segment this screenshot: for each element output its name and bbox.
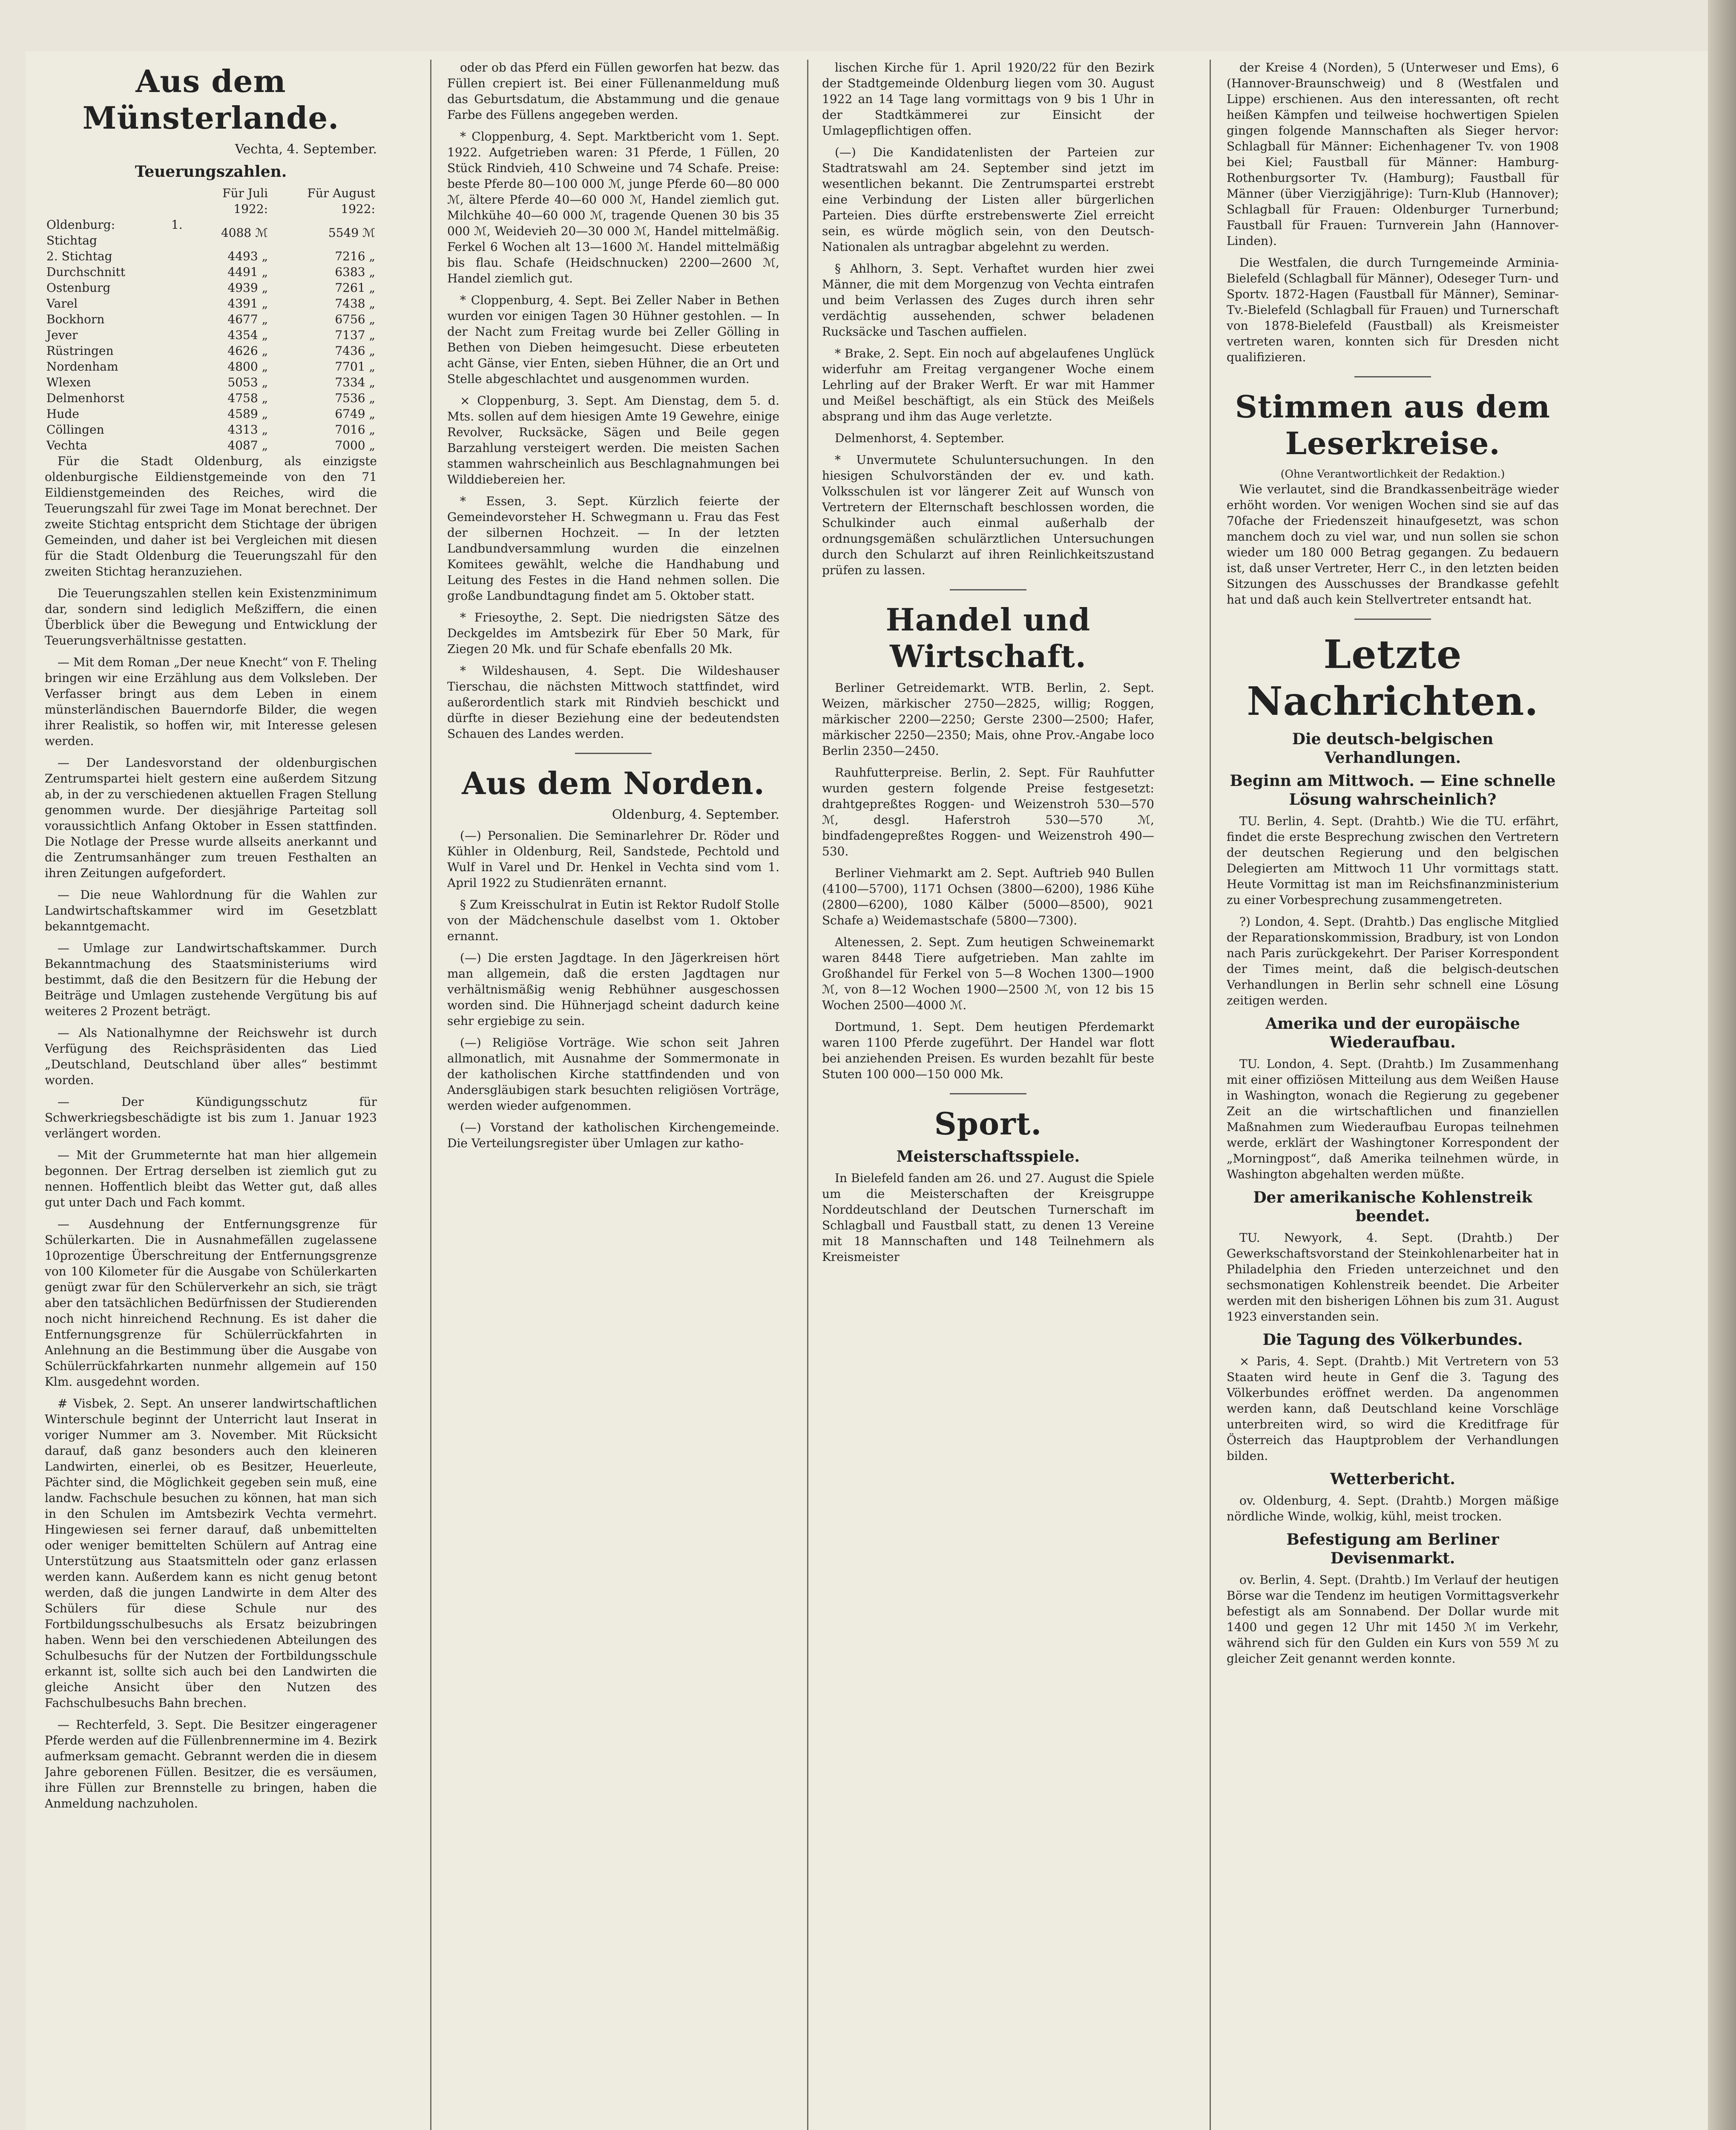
table-cell: Vechta: [46, 438, 87, 452]
table-row: [45, 343, 377, 359]
article-paragraph: Rauhfutterpreise. Berlin, 2. Sept. Für Rauhfutter wurden gestern folgende Preise festgesetzt: drahtgepreßtes Roggen- und Weizenstroh 530—570 ℳ, desgl. Haferstroh 530—570 ℳ, bindfadengepreßtes Roggen- und Weizenstroh 490—530.: [822, 766, 1154, 858]
subheading: Der amerikanische Kohlenstreik beendet.: [1253, 1189, 1532, 1225]
subheading: Amerika und der europäische Wiederaufbau.: [1265, 1015, 1520, 1051]
subheading: Meisterschaftsspiele.: [896, 1148, 1080, 1166]
section-heading-leserkreise: Stimmen aus dem Leserkreise.: [1235, 389, 1551, 461]
article-paragraph: × Cloppenburg, 3. Sept. Am Dienstag, dem 5. d. Mts. sollen auf dem hiesigen Amte 19 Gewehre, einige Revolver, Rucksäcke, Sägen und Beile gegen Barzahlung versteigert werden. Die meisten Sachen stammen wahrscheinlich aus Beschlagnahmungen bei Wilddiebereien her.: [447, 394, 779, 486]
article-paragraph: × Paris, 4. Sept. (Drahtb.) Mit Vertretern von 53 Staaten wird heute in Genf die 3. Tagung des Völkerbundes eröffnet werden. Da angenommen werden kann, daß Deutschland keine Vorschläge unterbreiten wird, so wird die Kreditfrage für Österreich das Hauptproblem der Verhandlungen bilden.: [1227, 1354, 1559, 1463]
table-header: [45, 185, 184, 217]
table-cell: Hude: [46, 407, 79, 421]
table-cell: Cöllingen: [46, 423, 104, 437]
subheading: Befestigung am Berliner Devisenmarkt.: [1286, 1531, 1499, 1567]
table-cell: Rüstringen: [46, 344, 114, 358]
article-paragraph: * Unvermutete Schuluntersuchungen. In den hiesigen Schulvorständen der ev. und kath. Volksschulen ist vor längerer Zeit auf Wunsch von Vertretern der Elternschaft beschlossen worden, die Schulkinder auch einmal außerhalb der ordnungsgemäßen schulärztlichen Untersuchungen durch den Schularzt auf ihren Reinlichkeitszustand prüfen zu lassen.: [822, 453, 1154, 577]
table-cell: 7261 „: [335, 281, 375, 295]
article-paragraph: Dortmund, 1. Sept. Dem heutigen Pferdemarkt waren 1100 Pferde zugeführt. Der Handel war flott bei anziehenden Preisen. Es wurden bezahlt für beste Stuten 100 000—150 000 Mk.: [822, 1020, 1154, 1081]
page-fold-shadow: [1708, 0, 1736, 2130]
article-paragraph: lischen Kirche für 1. April 1920/22 für den Bezirk der Stadtgemeinde Oldenburg liegen vom 30. August 1922 an 14 Tage lang vormittags von 9 bis 1 Uhr in der Stadtkämmerei zur Einsicht der Umlagepflichtigen offen.: [822, 60, 1154, 138]
divider: [950, 1093, 1026, 1094]
article-paragraph: * Cloppenburg, 4. Sept. Marktbericht vom 1. Sept. 1922. Aufgetrieben waren: 31 Pferde, 1 Füllen, 20 Stück Rindvieh, 410 Schweine und 74 Schafe. Preise: beste Pferde 80—100 000 ℳ, junge Pferde 60—80 000 ℳ, ältere Pferde 40—60 000 ℳ, Handel ziemlich gut. Milchkühe 40—60 000 ℳ, tragende Quenen 30 bis 35 000 ℳ, Weidevieh 20—30 000 ℳ, Handel mittelmäßig. Ferkel 6 Wochen alt 13—1600 ℳ. Handel mittelmäßig bis flau. Schafe (Heidschnucken) 2200—2600 ℳ, Handel ziemlich gut.: [447, 130, 779, 285]
table-cell: 7334 „: [335, 375, 375, 389]
table-cell: 4758 „: [227, 391, 268, 405]
article-paragraph: * Brake, 2. Sept. Ein noch auf abgelaufenes Unglück widerfuhr am Freitag vergangener Woche einem Lehrling auf der Braker Werft. Er war mit Hammer und Meißel beschäftigt, als ein Stück des Meißels absprang und ihm das Auge verletzte.: [822, 346, 1154, 423]
article-paragraph: (—) Die ersten Jagdtage. In den Jägerkreisen hört man allgemein, daß die ersten Jagdtagen nur verhältnismäßig wenig Rebhühner ausgeschossen worden sind. Die Hühnerjagd scheint dadurch keine sehr ergiebige zu sein.: [447, 951, 779, 1028]
table-cell: 4088 ℳ: [221, 225, 268, 240]
divider: [950, 589, 1026, 590]
article-paragraph: § Ahlhorn, 3. Sept. Verhaftet wurden hier zwei Männer, die mit dem Morgenzug von Vechta eintrafen und beim Verlassen des Zuges durch ihren sehr verdächtig aussehenden, schwer beladenen Rucksäcke und Taschen auffielen.: [822, 262, 1154, 339]
table-cell: 4087 „: [227, 438, 268, 452]
table-cell: Bockhorn: [46, 312, 105, 326]
teuerung-table: [45, 185, 377, 453]
table-row: [45, 217, 377, 248]
article-paragraph: — Als Nationalhymne der Reichswehr ist durch Verfügung des Reichspräsidenten das Lied „Deutschland, Deutschland über alles“ bestimmt worden.: [45, 1026, 377, 1087]
section-heading-sport: Sport.: [934, 1105, 1042, 1142]
article-paragraph: Wie verlautet, sind die Brandkassenbeiträge wieder erhöht worden. Vor wenigen Wochen sind sie auf das 70fache der Friedenszeit hinaufgesetzt, was schon manchem doch zu viel war, und nun sollen sie schon wieder um 180 000 Betrag gegangen. Zu bedauern ist, daß unser Vertreter, Herr C., in den letzten beiden Sitzungen des Ausschusses der Brandkasse gefehlt hat und daß auch kein Stellvertreter entsandt hat.: [1227, 482, 1559, 607]
table-row: [45, 296, 377, 311]
table-row: [45, 311, 377, 327]
table-cell: 4493 „: [227, 249, 268, 263]
article-paragraph: Die Westfalen, die durch Turngemeinde Arminia-Bielefeld (Schlagball für Männer), Odeseger Turn- und Sportv. 1872-Hagen (Faustball für Männer), Seminar-Tv.-Bielefeld (Schlagball für Frauen) und Turnerschaft von 1878-Bielefeld (Faustball) als Kreismeister vertreten waren, konnten sich für Dresden nicht qualifizieren.: [1227, 256, 1559, 364]
table-cell: Jever: [46, 328, 78, 342]
article-paragraph: * Essen, 3. Sept. Kürzlich feierte der Gemeindevorsteher H. Schwegmann u. Frau das Fest der silbernen Hochzeit. — In der letzten Landbundversammlung wurden die einzelnen Komitees gewählt, welche die Handhabung und Leitung des Festes in die Hand nehmen sollen. Die große Landbundtagung findet am 5. Oktober statt.: [447, 494, 779, 603]
table-cell: 4800 „: [227, 360, 268, 374]
table-row: [45, 359, 377, 374]
table-cell: 6383 „: [335, 265, 375, 279]
article-paragraph: * Wildeshausen, 4. Sept. Die Wildeshauser Tierschau, die nächsten Mittwoch stattfindet, wird außerordentlich stark mit Rindvieh beschickt und dürfte in dieser Beziehung eine der bedeutendsten Schauen des Landes werden.: [447, 664, 779, 741]
article-paragraph: Für die Stadt Oldenburg, als einzigste oldenburgische Eildienstgemeinde von den 71 Eildienstgemeinden des Reiches, wird die Teuerungszahl für zwei Tage im Monat berechnet. Der zweite Stichtag entspricht dem Stichtage der übrigen Gemeinden, und daher ist bei Vergleichen mit diesen für die Stadt Oldenburg die Teuerungszahl für den zweiten Stichtag heranzuziehen.: [45, 454, 377, 579]
column-1: [45, 60, 377, 2130]
article-paragraph: Die Teuerungszahlen stellen kein Existenzminimum dar, sondern sind lediglich Meßziffern, die einen Überblick über die Bewegung und Entwicklung der Teuerungsverhältnisse gestatten.: [45, 586, 377, 648]
table-row: [45, 422, 377, 438]
table-cell: 7016 „: [335, 423, 375, 437]
table-row: [45, 327, 377, 343]
table-cell: 4491 „: [227, 265, 268, 279]
subheading: Beginn am Mittwoch. — Eine schnelle Lösung wahrscheinlich?: [1230, 772, 1556, 809]
table-cell: 2. Stichtag: [46, 249, 112, 263]
table-cell: 7436 „: [335, 344, 375, 358]
table-row: [45, 390, 377, 406]
article-paragraph: — Ausdehnung der Entfernungsgrenze für Schülerkarten. Die in Ausnahmefällen zugelassene 10prozentige Überschreitung der Entfernungsgrenze von 100 Kilometer für die Ausgabe von Schülerkarten genügt zwar für den Schülerverkehr an sich, sie trägt aber den tatsächlichen Bedürfnissen der Studierenden noch nicht hinreichend Rechnung. Es ist daher die Entfernungsgrenze für Schülerrückfahrten in Anlehnung an die Bestimmung über die Ausgabe von Schülerrückfahrkarten nunmehr allgemein auf 150 Klm. ausgedehnt worden.: [45, 1217, 377, 1389]
article-paragraph: — Der Landesvorstand der oldenburgischen Zentrumspartei hielt gestern eine außerdem Sitzung ab, in der zu verschiedenen aktuellen Fragen Stellung genommen wurde. Der diesjährige Parteitag soll voraussichtlich Anfang Oktober in Essen stattfinden. Die Notlage der Presse wurde allseits anerkannt und die Zentrumsanhänger zum treuen Festhalten an ihren Zeitungen aufgefordert.: [45, 756, 377, 880]
table-title: Teuerungszahlen.: [135, 163, 287, 181]
table-row: [45, 248, 377, 264]
table-cell: Nordenham: [46, 360, 118, 374]
divider: [1354, 376, 1431, 377]
article-paragraph: — Mit dem Roman „Der neue Knecht“ von F. Theling bringen wir eine Erzählung aus dem Volksleben. Der Verfasser bringt aus dem Leben in einem münsterländischen Bauerndorfe Bilder, die wegen ihrer Realistik, so hoffen wir, mit Interesse gelesen werden.: [45, 655, 377, 748]
article-paragraph: Berliner Getreidemarkt. WTB. Berlin, 2. Sept. Weizen, märkischer 2750—2825, willig; Roggen, märkischer 2200—2250; Gerste 2300—2500; Hafer, märkischer 2250—2350; Mais, ohne Prov.-Angabe loco Berlin 2350—2450.: [822, 681, 1154, 758]
article-paragraph: ?) London, 4. Sept. (Drahtb.) Das englische Mitglied der Reparationskommission, Bradbury, ist von London nach Paris zurückgekehrt. Der Pariser Korrespondent der Times meint, daß die belgisch-deutschen Verhandlungen in Berlin sehr schnell eine Lösung zeitigen werden.: [1227, 915, 1559, 1007]
article-paragraph: # Visbek, 2. Sept. An unserer landwirtschaftlichen Winterschule beginnt der Unterricht laut Inserat in voriger Nummer am 3. November. Mit Rücksicht darauf, daß ganz besonders auch den kleineren Landwirten, einerlei, ob es Besitzer, Heuerleute, Pächter sind, die Möglichkeit gegeben sein muß, eine landw. Fachschule besuchen zu können, hat man sich in den Schulen im Amtsbezirk Vechta vermehrt. Hingewiesen sei ferner darauf, daß unbemittelten oder weniger bemittelten Schülern auf Antrag eine Unterstützung aus Staatsmitteln oder ganz erlassen werden kann. Außerdem kann es nicht genug betont werden, daß die jungen Landwirte in dem Alter des Schülers für diese Schule nur des Fortbildungsschulbesuchs als Ersatz beizubringen haben. Wenn bei den verschiedenen Abteilungen des Schulbesuchs für der Nutzen der Fortbildungsschule erkannt ist, sollte sich auch bei den Landwirten die gleiche Ansicht über den Nutzen des Fachschulbesuchs Bahn brechen.: [45, 1396, 377, 1710]
table-cell: 7000 „: [335, 438, 375, 452]
article-paragraph: TU. Newyork, 4. Sept. (Drahtb.) Der Gewerkschaftsvorstand der Steinkohlenarbeiter hat in Philadelphia den Frieden unterzeichnet und den sechsmonatigen Kohlenstreik beendet. Die Arbeiter werden mit den bisherigen Löhnen bis zum 31. August 1923 einverstanden sein.: [1227, 1231, 1559, 1324]
article-paragraph: ov. Oldenburg, 4. Sept. (Drahtb.) Morgen mäßige nördliche Winde, wolkig, kühl, meist trocken.: [1227, 1494, 1559, 1523]
article-paragraph: TU. Berlin, 4. Sept. (Drahtb.) Wie die TU. erfährt, findet die erste Besprechung zwischen den Vertretern der deutschen Regierung und den belgischen Delegierten am Mittwoch 11 Uhr vormittags statt. Heute Vormittag ist man im Reichsfinanzministerium zu einer Vorbesprechung zusammengetreten.: [1227, 814, 1559, 907]
table-cell: Oldenburg: 1. Stichtag: [46, 218, 183, 248]
table-cell: 4589 „: [227, 407, 268, 421]
dateline: Vechta, 4. September.: [235, 142, 377, 157]
table-header: Für August 1922:: [307, 186, 375, 216]
column-2: [447, 60, 779, 2130]
table-cell: Durchschnitt: [46, 265, 126, 279]
table-cell: 7536 „: [335, 391, 375, 405]
table-cell: 7438 „: [335, 296, 375, 311]
article-paragraph: (—) Die Kandidatenlisten der Parteien zur Stadtratswahl am 24. September sind jetzt im wesentlichen bekannt. Die Zentrumspartei erstrebt eine Verbindung der Listen aller bürgerlichen Parteien. Dies dürfte erstrebenswerte Ziel erreicht sein, es würde möglich sein, von den Deutsch-Nationalen als untragbar abgelehnt zu werden.: [822, 145, 1154, 254]
dateline: Oldenburg, 4. September.: [612, 807, 779, 822]
table-cell: 4313 „: [227, 423, 268, 437]
column-4: [1227, 60, 1559, 2130]
article-paragraph: In Bielefeld fanden am 26. und 27. August die Spiele um die Meisterschaften der Kreisgruppe Norddeutschland der Deutschen Turnerschaft im Schlagball und Faustball statt, zu denen 13 Vereine mit 18 Mannschaften und 148 Teilnehmern als Kreismeister: [822, 1171, 1154, 1264]
table-cell: 4354 „: [227, 328, 268, 342]
table-cell: Varel: [46, 296, 78, 311]
article-paragraph: ov. Berlin, 4. Sept. (Drahtb.) Im Verlauf der heutigen Börse war die Tendenz im heutigen Vormittagsverkehr befestigt als am Sonnabend. Der Dollar wurde mit 1400 und gegen 12 Uhr mit 1450 ℳ im Verkehr, während sich für den Gulden ein Kurs von 559 ℳ zu gleicher Zeit genannt werden konnte.: [1227, 1573, 1559, 1666]
article-paragraph: (—) Personalien. Die Seminarlehrer Dr. Röder und Kühler in Oldenburg, Reil, Sandstede, Pechtold und Wulf in Varel und Dr. Henkel in Vechta sind vom 1. April 1922 zu Studienräten ernannt.: [447, 829, 779, 890]
article-paragraph: der Kreise 4 (Norden), 5 (Unterweser und Ems), 6 (Hannover-Braunschweig) und 8 (Westfalen und Lippe) erschienen. Aus den interessanten, oft recht heißen Kämpfen und teilweise hochwertigen Spielen gingen folgende Mannschaften als Sieger hervor: Schlagball für Männer: Eichenhagener Tv. von 1908 bei Kiel; Faustball für Männer: Hamburg-Rothenburgsorter Tv. (Hamburg); Faustball für Männer (über Vierzigjährige): Turn-Klub (Hannover); Schlagball für Frauen: Oldenburger Turnerbund; Faustball für Frauen: Turnverein Jahn (Hannover-Linden).: [1227, 60, 1559, 248]
article-paragraph: Delmenhorst, 4. September.: [835, 431, 1005, 445]
table-row: [45, 264, 377, 280]
article-paragraph: * Friesoythe, 2. Sept. Die niedrigsten Sätze des Deckgeldes im Amtsbezirk für Eber 50 Mark, für Ziegen 20 Mk. und für Schafe ebenfalls 20 Mk.: [447, 610, 779, 656]
table-cell: 4626 „: [227, 344, 268, 358]
article-paragraph: — Die neue Wahlordnung für die Wahlen zur Landwirtschaftskammer wird im Gesetzblatt bekanntgemacht.: [45, 888, 377, 933]
section-heading-handel: Handel und Wirtschaft.: [885, 602, 1091, 674]
table-row: [45, 280, 377, 296]
column-rule: [807, 60, 808, 2130]
article-paragraph: — Umlage zur Landwirtschaftskammer. Durch Bekanntmachung des Staatsministeriums wird bestimmt, daß die den Besitzern für die Hebung der Beiträge und Umlagen zustehende Vergütung bis auf weiteres 2 Prozent beträgt.: [45, 941, 377, 1018]
article-paragraph: (—) Vorstand der katholischen Kirchengemeinde. Die Verteilungsregister über Umlagen zur katho-: [447, 1120, 779, 1150]
divider: [575, 753, 652, 754]
article-paragraph: — Mit der Grummeternte hat man hier allgemein begonnen. Der Ertrag derselben ist ziemlich gut zu nennen. Hoffentlich bleibt das Wetter gut, daß alles gut unter Dach und Fach kommt.: [45, 1148, 377, 1209]
table-cell: 4677 „: [227, 312, 268, 326]
table-cell: 7701 „: [335, 360, 375, 374]
article-paragraph: (—) Religiöse Vorträge. Wie schon seit Jahren allmonatlich, mit Ausnahme der Sommermonate in der katholischen Kirche stattfindenden und von Andersgläubigen stark besuchten religiösen Vorträge, werden wieder aufgenommen.: [447, 1036, 779, 1113]
section-heading-letzte-nachrichten: Letzte Nachrichten.: [1247, 631, 1539, 724]
column-rule: [1210, 60, 1211, 2130]
table-cell: Ostenburg: [46, 281, 111, 295]
table-cell: 5053 „: [227, 375, 268, 389]
article-paragraph: * Cloppenburg, 4. Sept. Bei Zeller Naber in Bethen wurden vor einigen Tagen 30 Hühner gestohlen. — In der Nacht zum Freitag wurde bei Zeller Gölling in Bethen von Dieben heimgesucht. Diese erbeuteten acht Gänse, vier Enten, sieben Hühner, die an Ort und Stelle abgeschlachtet und ausgenommen wurden.: [447, 293, 779, 386]
table-row: [45, 374, 377, 390]
table-cell: 7137 „: [335, 328, 375, 342]
table-row: [45, 406, 377, 422]
section-heading-muensterlande: Aus dem Münsterlande.: [82, 63, 339, 136]
article-paragraph: Altenessen, 2. Sept. Zum heutigen Schweinemarkt waren 8448 Tiere aufgetrieben. Man zahlte im Großhandel für Ferkel von 5—8 Wochen 1300—1900 ℳ, von 8—12 Wochen 1900—2500 ℳ, von 12 bis 15 Wochen 2500—4000 ℳ.: [822, 935, 1154, 1012]
table-cell: 4939 „: [227, 281, 268, 295]
table-cell: Wlexen: [46, 375, 91, 389]
column-rule: [430, 60, 431, 2130]
article-paragraph: — Der Kündigungsschutz für Schwerkriegsbeschädigte ist bis zum 1. Januar 1923 verlängert worden.: [45, 1095, 377, 1140]
article-paragraph: — Rechterfeld, 3. Sept. Die Besitzer eingeragener Pferde werden auf die Füllenbrennermine im 4. Bezirk aufmerksam gemacht. Gebrannt werden die in diesem Jahre geborenen Füllen. Besitzer, die es versäumen, ihre Füllen zur Brennstelle zu bringen, haben die Anmeldung nachzuholen.: [45, 1718, 377, 1810]
subheading: Wetterbericht.: [1330, 1470, 1455, 1488]
article-paragraph: Berliner Viehmarkt am 2. Sept. Auftrieb 940 Bullen (4100—5700), 1171 Ochsen (3800—6200), 1986 Kühe (2800—6200), 1080 Kälber (5000—8500), 9021 Schafe a) Weidemastschafe (5800—7300).: [822, 866, 1154, 927]
table-row: [45, 438, 377, 453]
section-heading-norden: Aus dem Norden.: [462, 765, 765, 801]
table-header: Für Juli 1922:: [222, 186, 268, 216]
table-cell: 6756 „: [335, 312, 375, 326]
article-paragraph: TU. London, 4. Sept. (Drahtb.) Im Zusammenhang mit einer offiziösen Mitteilung aus dem Weißen Hause in Washington, wonach die Regierung zu gegebener Zeit an die wirtschaftlichen und finanziellen Maßnahmen zum Wiederaufbau Europas teilnehmen werde, erklärt der Washingtoner Korrespondent der „Morningpost“, daß Amerika teilnehmen würde, in Washington abgehalten werden müßte.: [1227, 1057, 1559, 1181]
editorial-note: (Ohne Verantwortlichkeit der Redaktion.): [1280, 468, 1505, 480]
article-paragraph: oder ob das Pferd ein Füllen geworfen hat bezw. das Füllen crepiert ist. Bei einer Füllenanmeldung muß das Geburtsdatum, die Abstammung und die genaue Farbe des Füllens angegeben werden.: [447, 60, 779, 122]
table-cell: Delmenhorst: [46, 391, 125, 405]
article-paragraph: § Zum Kreisschulrat in Eutin ist Rektor Rudolf Stolle von der Mädchenschule daselbst vom 1. Oktober ernannt.: [447, 898, 779, 943]
table-cell: 6749 „: [335, 407, 375, 421]
table-cell: 4391 „: [227, 296, 268, 311]
subheading: Die deutsch-belgischen Verhandlungen.: [1292, 730, 1494, 767]
column-3: [822, 60, 1154, 2130]
table-cell: 5549 ℳ: [328, 225, 375, 240]
subheading: Die Tagung des Völkerbundes.: [1262, 1331, 1523, 1349]
divider: [1354, 619, 1431, 620]
table-cell: 7216 „: [335, 249, 375, 263]
